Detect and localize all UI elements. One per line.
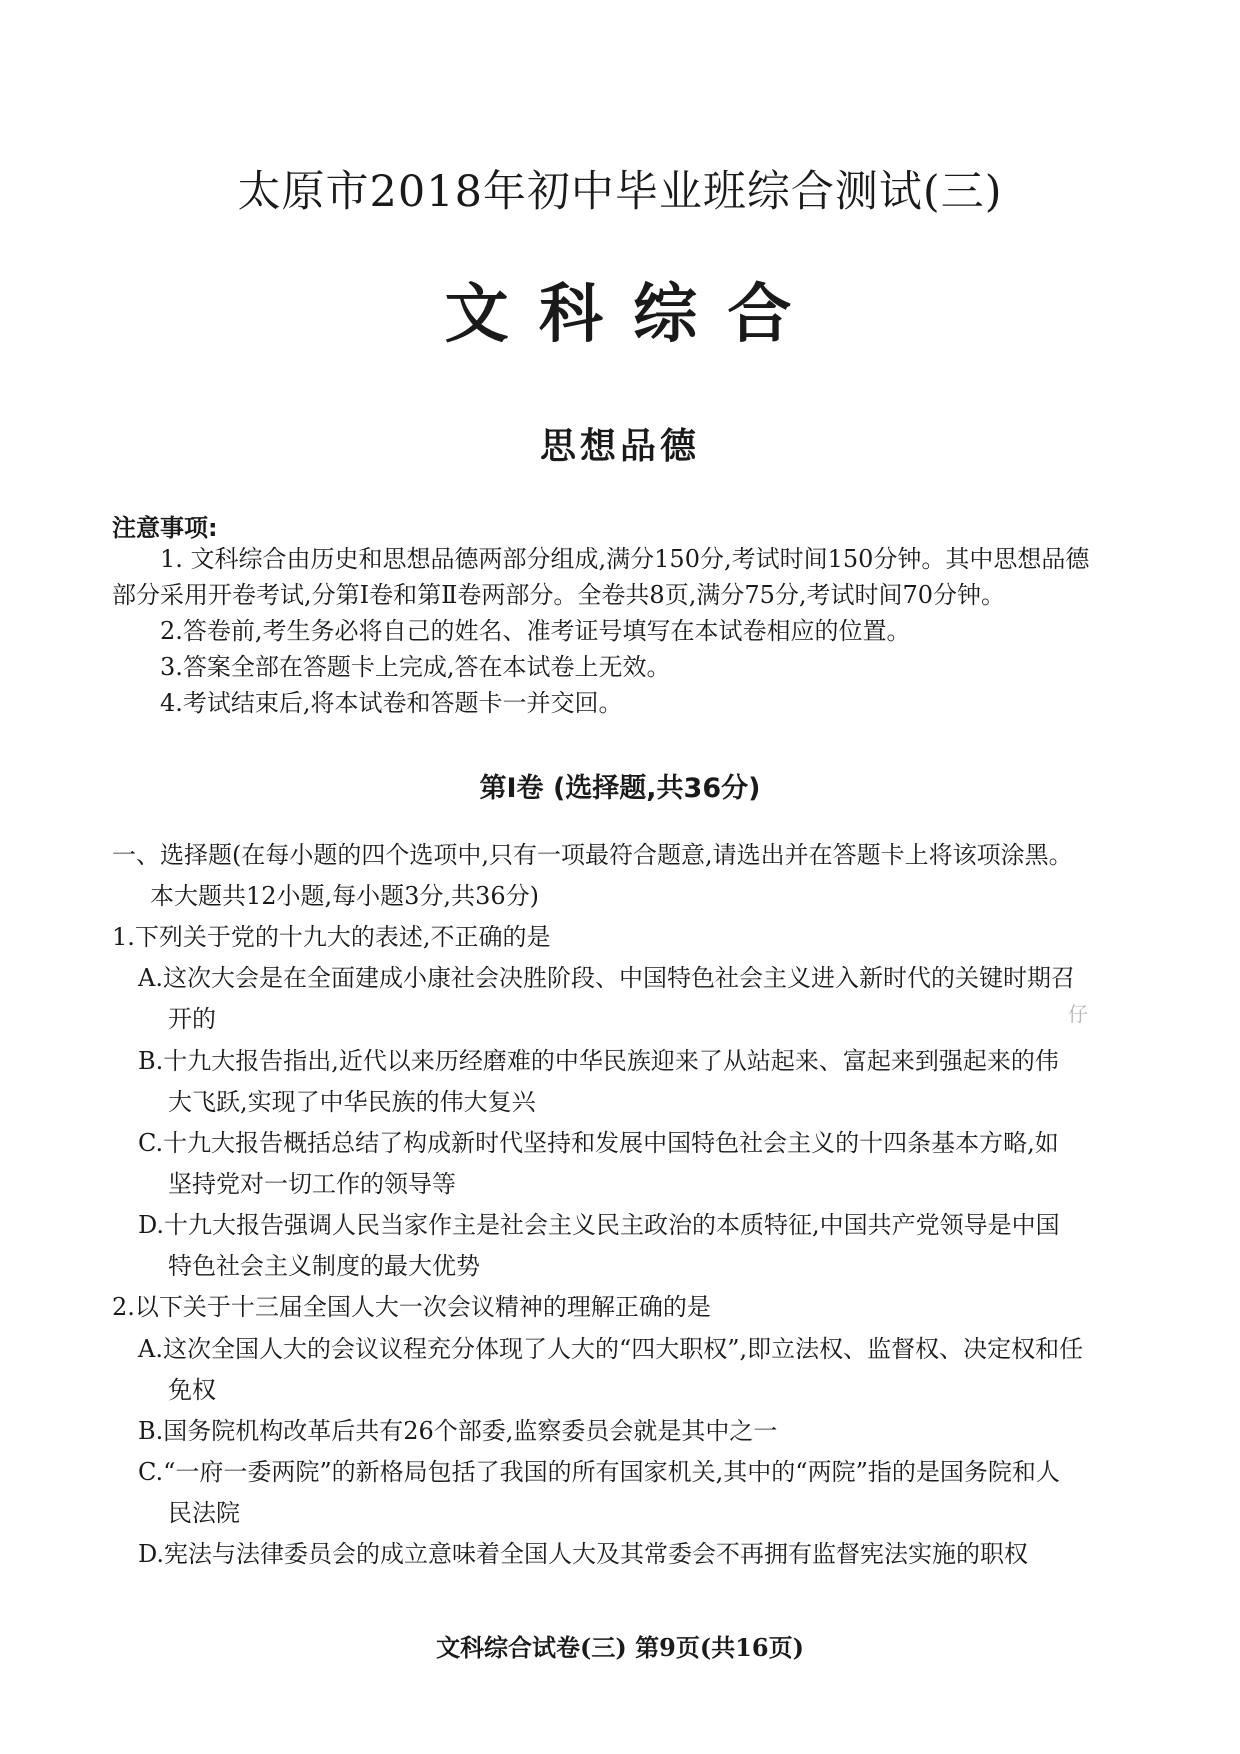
notice-heading: 注意事项: [112,514,218,542]
option-b-line: B.国务院机构改革后共有26个部委,监察委员会就是其中之一 [138,1417,778,1445]
option-a-line: A.这次全国人大的会议议程充分体现了人大的“四大职权”,即立法权、监督权、决定权和任 [138,1335,1084,1363]
option-d-line: D.宪法与法律委员会的成立意味着全国人大及其常委会不再拥有监督宪法实施的职权 [138,1540,1029,1568]
section-instruction: 一、选择题(在每小题的四个选项中,只有一项最符合题意,请选出并在答题卡上将该项涂黑。 [112,841,1073,869]
notice-line: 部分采用开卷考试,分第Ⅰ卷和第Ⅱ卷两部分。全卷共8页,满分75分,考试时间70分钟。 [112,581,1006,609]
question-stem: 1.下列关于党的十九大的表述,不正确的是 [112,923,551,951]
question-stem: 2.以下关于十三届全国人大一次会议精神的理解正确的是 [112,1293,711,1321]
option-a-line: 开的 [168,1005,216,1033]
subject-title: 文 科 综 合 [444,278,796,352]
notice-line: 4.考试结束后,将本试卷和答题卡一并交回。 [160,689,623,717]
notice-line: 2.答卷前,考生务必将自己的姓名、准考证号填写在本试卷相应的位置。 [160,617,911,645]
section-title: 第Ⅰ卷 (选择题,共36分) [479,773,761,804]
option-b-line: 大飞跃,实现了中华民族的伟大复兴 [168,1088,536,1116]
notice-line: 3.答案全部在答题卡上完成,答在本试卷上无效。 [160,653,671,681]
option-a-line: 免权 [168,1376,216,1404]
option-c-line: 坚持党对一切工作的领导等 [168,1170,456,1198]
option-c-line: C.十九大报告概括总结了构成新时代坚持和发展中国特色社会主义的十四条基本方略,如 [138,1129,1059,1157]
margin-smudge: 仔 [1068,1002,1088,1026]
option-a-line: A.这次大会是在全面建成小康社会决胜阶段、中国特色社会主义进入新时代的关键时期召 [138,964,1075,992]
section-instruction: 本大题共12小题,每小题3分,共36分) [150,882,539,910]
page-footer: 文科综合试卷(三) 第9页(共16页) [436,1633,804,1662]
exam-title: 太原市2018年初中毕业班综合测试(三) [237,167,1003,217]
option-c-line: C.“一府一委两院”的新格局包括了我国的所有国家机关,其中的“两院”指的是国务院和人 [138,1458,1060,1486]
option-d-line: 特色社会主义制度的最大优势 [168,1252,480,1280]
part-title: 思想品德 [539,426,700,467]
option-d-line: D.十九大报告强调人民当家作主是社会主义民主政治的本质特征,中国共产党领导是中国 [138,1211,1060,1239]
option-c-line: 民法院 [168,1499,240,1527]
option-b-line: B.十九大报告指出,近代以来历经磨难的中华民族迎来了从站起来、富起来到强起来的伟 [138,1047,1059,1075]
notice-line: 1. 文科综合由历史和思想品德两部分组成,满分150分,考试时间150分钟。其中思想品德 [160,545,1090,573]
